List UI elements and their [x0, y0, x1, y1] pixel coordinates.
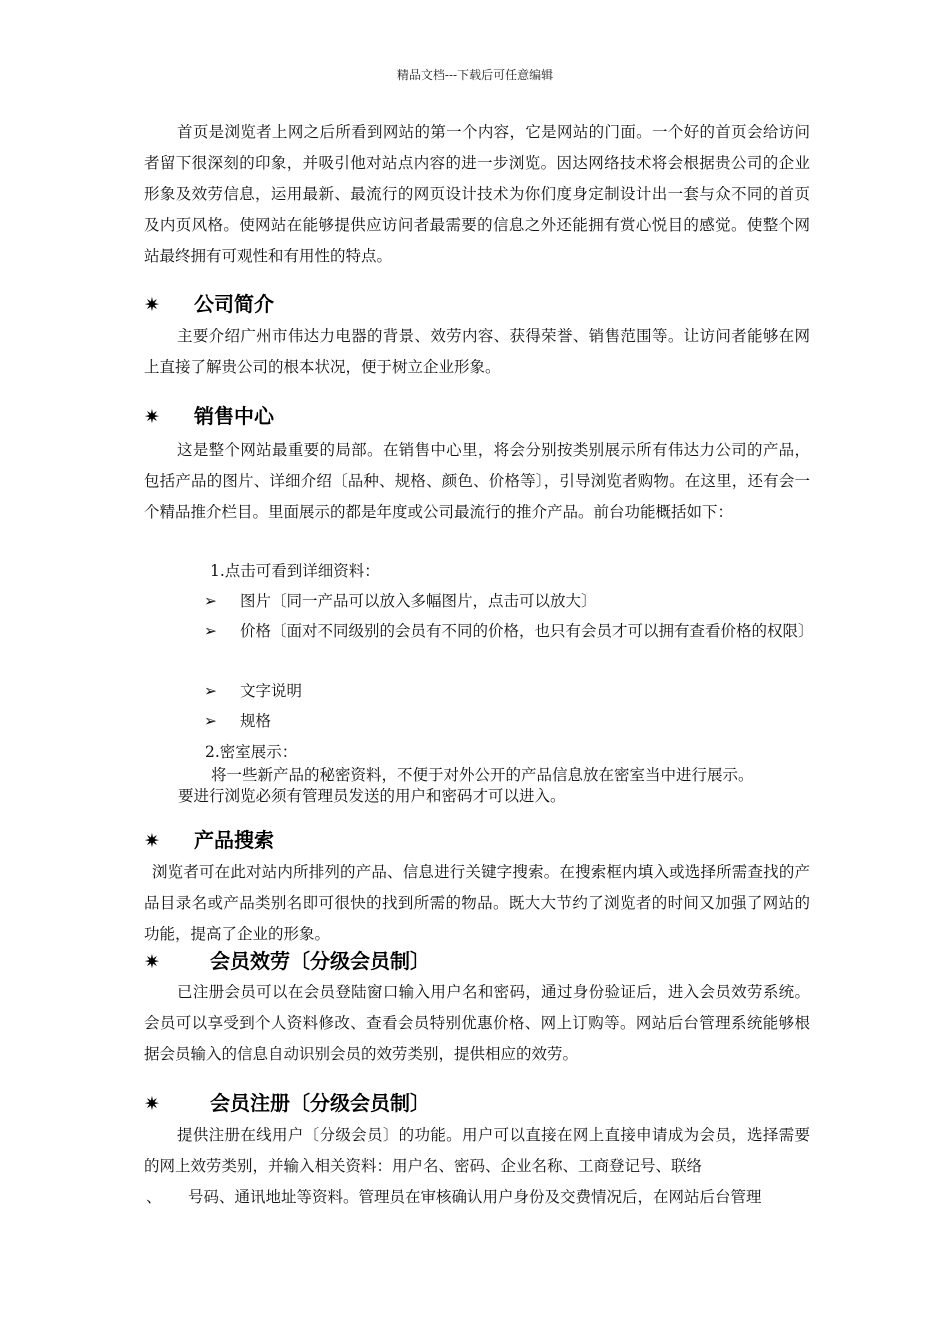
section-heading-member-service	[144, 948, 430, 975]
member-service-paragraph: 已注册会员可以在会员登陆窗口输入用户名和密码，通过身份验证后，进入会员效劳系统。会员可以享受到个人资料修改、查看会员特别优惠价格、网上订购等。网站后台管理系统能够根据会员输入的信息自动识别会员的效劳类别，提供相应的效劳。	[144, 983, 810, 1063]
bullet-marker	[204, 616, 240, 646]
member-register-block	[144, 1120, 810, 1182]
bullet-marker	[204, 586, 240, 616]
secret-room-line: 要进行浏览必须有管理员发送的用户和密码才可以进入。	[178, 787, 566, 805]
sales-paragraph: 这是整个网站最重要的局部。在销售中心里，将会分别按类别展示所有伟达力公司的产品，包括产品的图片、详细介绍〔品种、规格、颜色、价格等〕，引导浏览者购物。在这里，还有会一个精品推介栏目。里面展示的都是年度或公司最流行的推介产品。前台功能概括如下：	[144, 441, 810, 521]
member-register-paragraph: 提供注册在线用户〔分级会员〕的功能。用户可以直接在网上直接申请成为会员，选择需要的网上效劳类别，并输入相关资料：用户名、密码、企业名称、工商登记号、联络	[144, 1126, 810, 1175]
intro-paragraph: 首页是浏览者上网之后所看到网站的第一个内容，它是网站的门面。一个好的首页会给访问者留下很深刻的印象，并吸引他对站点内容的进一步浏览。因达网络技术将会根据贵公司的企业形象及效劳信息，运用最新、最流行的网页设计技术为你们度身定制设计出一套与众不同的首页及内页风格。使网站在能够提供应访问者最需要的信息之外还能拥有赏心悦目的感觉。使整个网站最终拥有可观性和有用性的特点。	[144, 123, 810, 265]
bullet-item: 图片〔同一产品可以放入多幅图片，点击可以放大〕	[240, 592, 597, 610]
bullet-marker	[204, 676, 240, 706]
section-title: 会员效劳〔分级会员制〕	[210, 949, 430, 973]
star-bullet-icon: ✷	[144, 951, 160, 973]
section-heading-company	[144, 291, 274, 318]
company-block	[144, 321, 810, 383]
intro-block	[144, 117, 810, 272]
section-title: 公司简介	[194, 292, 274, 316]
arrow-bullet-icon: ➢	[204, 712, 217, 730]
star-bullet-icon: ✷	[144, 1093, 160, 1115]
member-register-line-fragment: 、	[146, 1188, 162, 1206]
arrow-bullet-icon: ➢	[204, 592, 217, 610]
sales-block	[144, 435, 810, 528]
star-bullet-icon: ✷	[144, 294, 160, 316]
star-bullet-icon: ✷	[144, 830, 160, 852]
secret-room-line: 将一些新产品的秘密资料，不便于对外公开的产品信息放在密室当中进行展示。	[211, 766, 754, 784]
member-service-block	[144, 977, 810, 1070]
search-block	[144, 857, 810, 950]
arrow-bullet-icon: ➢	[204, 682, 217, 700]
bullet-marker	[204, 706, 240, 736]
list-heading-details: 1.点击可看到详细资料：	[210, 562, 380, 580]
star-bullet-icon: ✷	[144, 406, 160, 428]
section-heading-sales	[144, 403, 274, 430]
bullet-item: 规格	[240, 712, 272, 730]
page-header: 精品文档---下载后可任意编辑	[396, 68, 554, 82]
section-heading-search	[144, 827, 274, 854]
section-heading-member-register	[144, 1090, 430, 1117]
section-title: 销售中心	[194, 404, 274, 428]
section-title: 会员注册〔分级会员制〕	[210, 1091, 430, 1115]
bullet-item: 价格〔面对不同级别的会员有不同的价格，也只有会员才可以拥有查看价格的权限〕	[240, 622, 814, 640]
company-paragraph: 主要介绍广州市伟达力电器的背景、效劳内容、获得荣誉、销售范围等。让访问者能够在网上直接了解贵公司的根本状况，便于树立企业形象。	[144, 327, 810, 376]
arrow-bullet-icon: ➢	[204, 622, 217, 640]
search-paragraph: 浏览者可在此对站内所排列的产品、信息进行关键字搜索。在搜索框内填入或选择所需查找的产品目录名或产品类别名即可很快的找到所需的物品。既大大节约了浏览者的时间又加强了网站的功能，提高了企业的形象。	[144, 863, 810, 943]
bullet-item: 文字说明	[240, 682, 303, 700]
section-title: 产品搜索	[194, 828, 274, 852]
list-heading-secret-room: 2.密室展示：	[205, 743, 298, 761]
member-register-line: 号码、通讯地址等资料。管理员在审核确认用户身份及交费情况后，在网站后台管理	[188, 1188, 762, 1206]
